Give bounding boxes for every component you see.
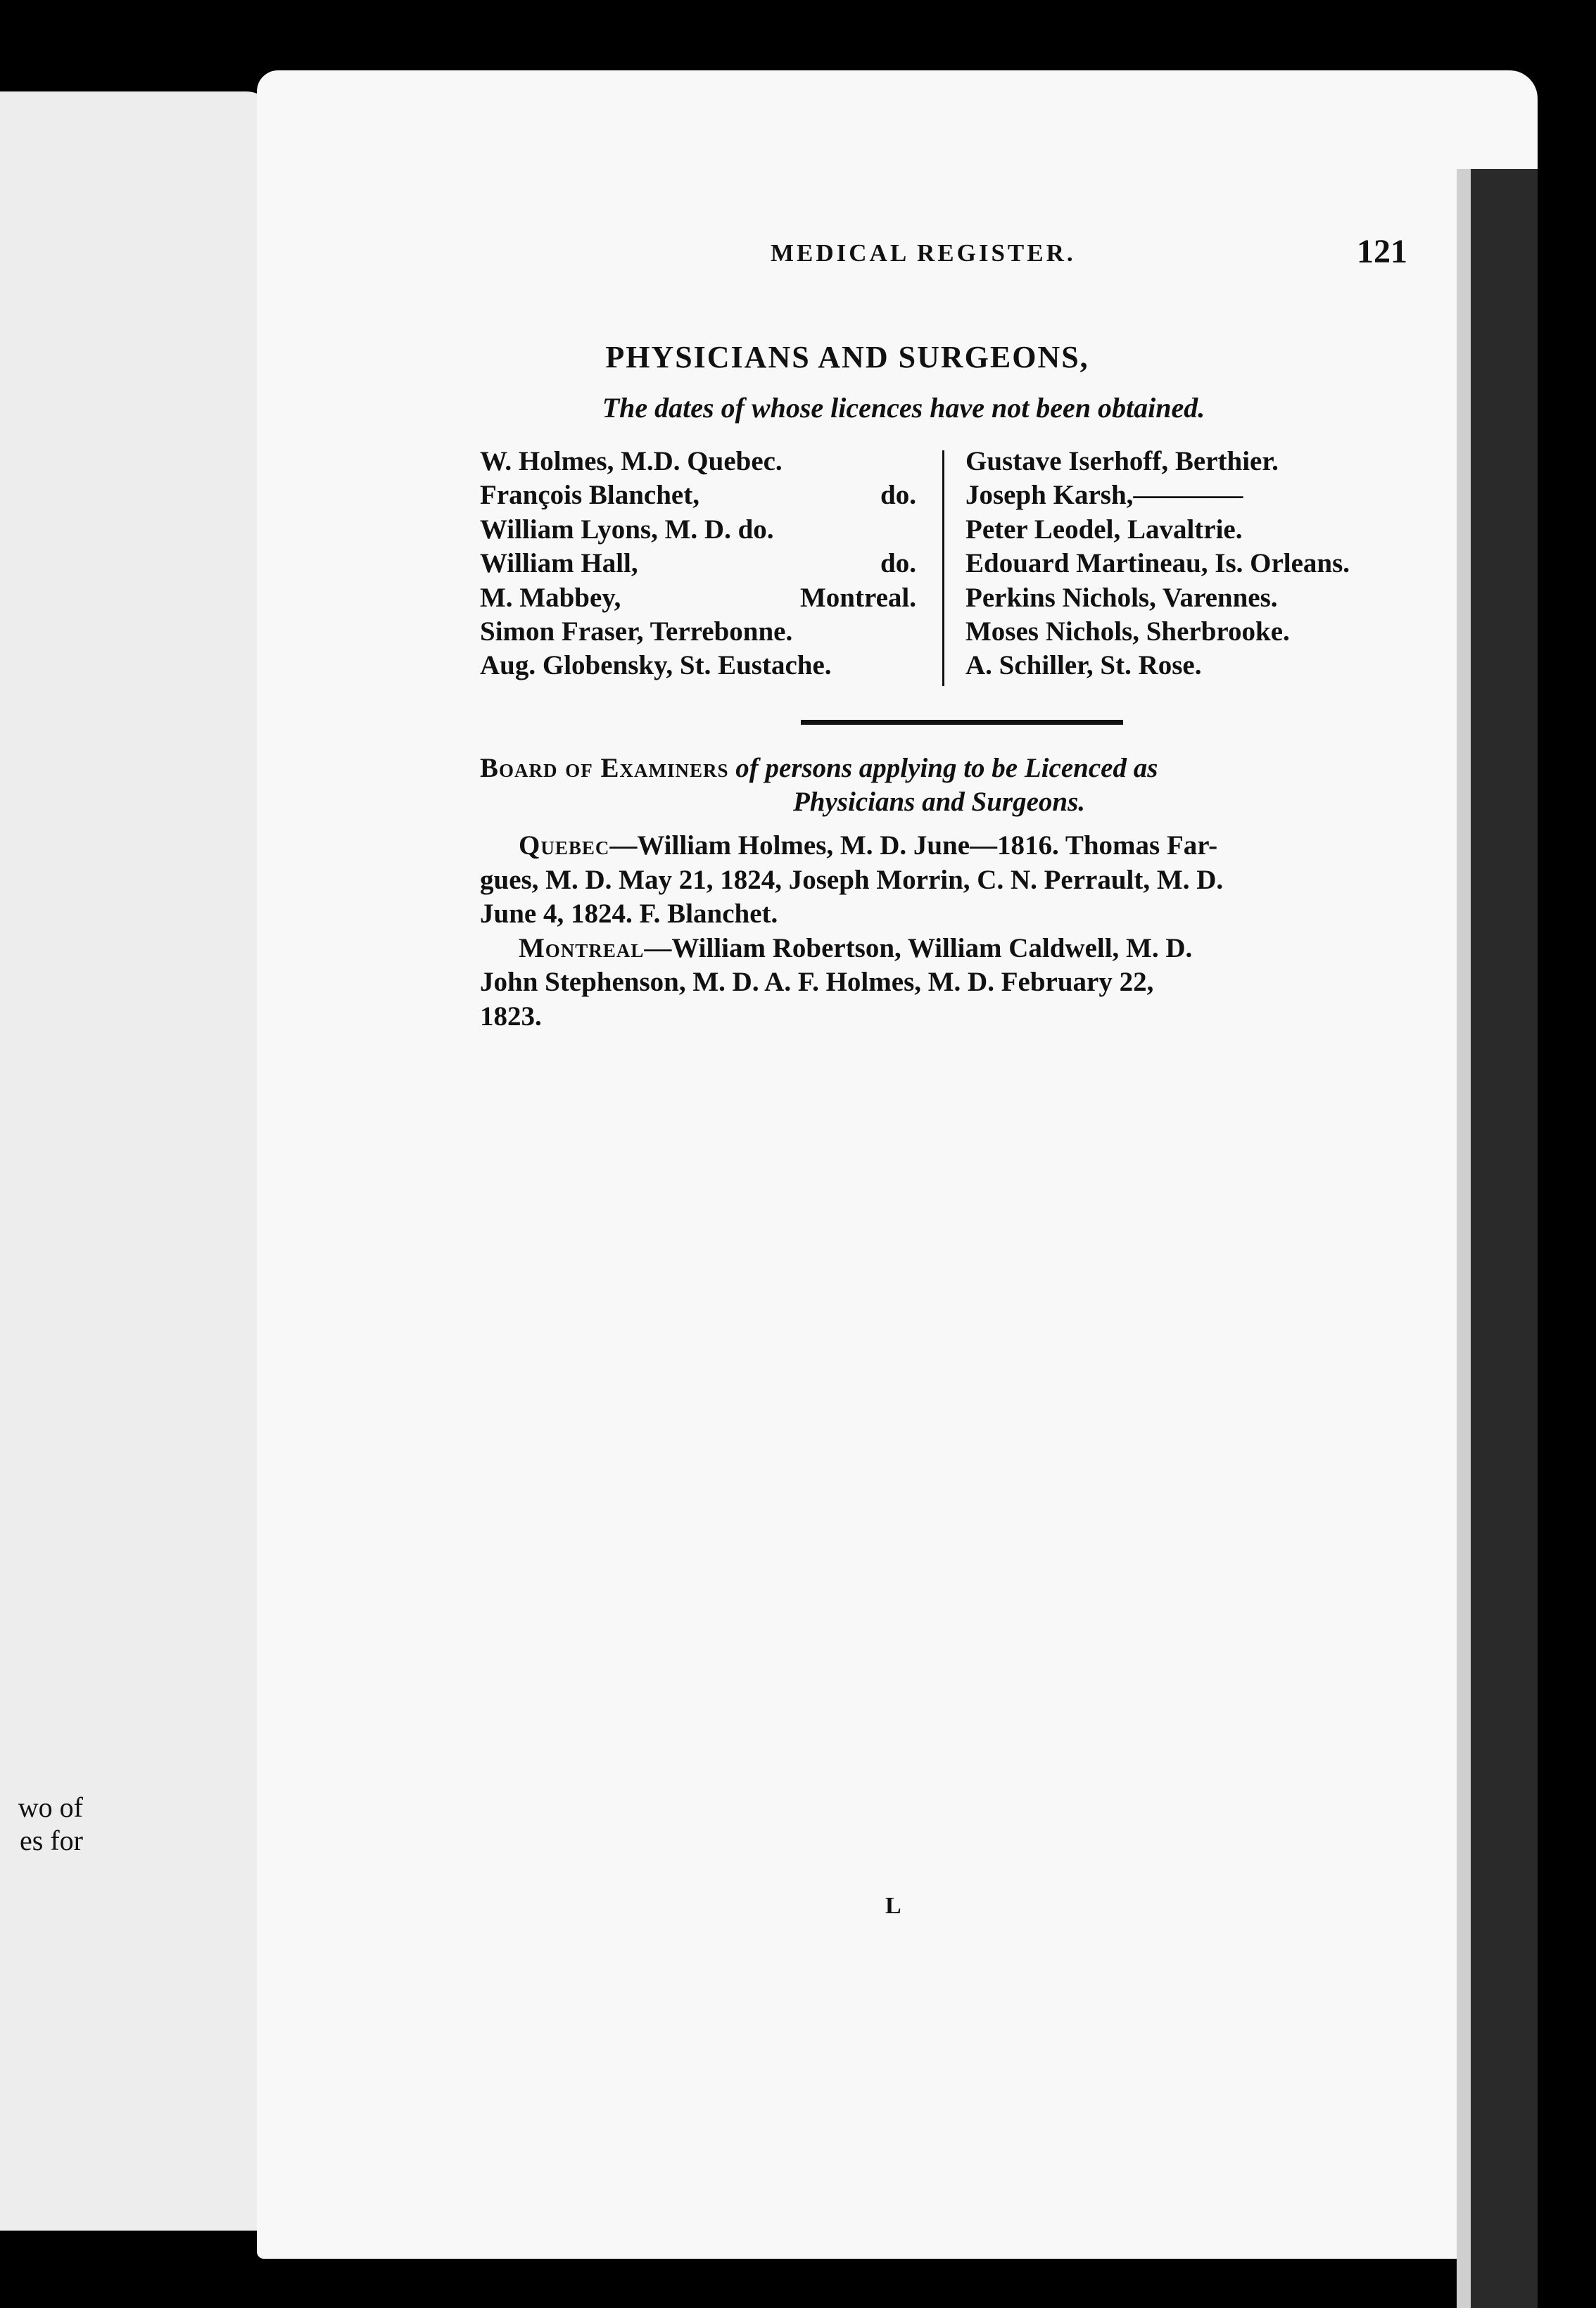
physician-place: [1290, 615, 1430, 649]
physician-name: William Hall,: [480, 548, 638, 579]
montreal-text: 1823.: [480, 1001, 542, 1032]
signature-mark: L: [885, 1893, 901, 1919]
physician-entry: [480, 547, 916, 581]
quebec-label: Quebec: [519, 830, 610, 861]
montreal-text: John Stephenson, M. D. A. F. Holmes, M. D. February 22,: [480, 967, 1154, 997]
board-heading-caps: Board of Examiners: [480, 753, 729, 783]
quebec-line: [480, 829, 1419, 863]
physician-name: A. Schiller, St. Rose.: [965, 650, 1202, 681]
physician-entry: [965, 649, 1430, 683]
physician-entry: [480, 513, 916, 547]
physician-entry: [480, 581, 916, 615]
page-edge: [1457, 169, 1538, 2308]
physician-name: Simon Fraser, Terrebonne.: [480, 616, 793, 647]
physician-place: [774, 513, 916, 547]
montreal-text: —William Robertson, William Caldwell, M. D.: [644, 932, 1193, 963]
section-rule: [801, 720, 1123, 725]
board-heading-rest: of persons applying to be Licenced as: [728, 753, 1158, 783]
section-title: PHYSICIANS AND SURGEONS,: [605, 340, 1089, 374]
physician-name: M. Mabbey,: [480, 582, 621, 613]
physician-name: Perkins Nichols, Varennes.: [965, 582, 1278, 613]
physician-place: [832, 649, 916, 683]
physicians-right-column: [965, 445, 1430, 683]
physician-name: Gustave Iserhoff, Berthier.: [965, 446, 1279, 476]
physician-entry: [965, 547, 1430, 581]
physician-place: [1278, 581, 1430, 615]
montreal-label: Montreal: [519, 932, 645, 963]
quebec-line: [480, 863, 1419, 898]
physician-name: Peter Leodel, Lavaltrie.: [965, 514, 1243, 545]
page-number: 121: [1357, 233, 1407, 270]
physician-place: Montreal.: [800, 582, 916, 613]
montreal-line: [480, 932, 1419, 966]
physician-entry: [965, 615, 1430, 649]
physician-name: Joseph Karsh,————: [965, 480, 1243, 511]
quebec-text: gues, M. D. May 21, 1824, Joseph Morrin, C. N. Perrault, M. D.: [480, 864, 1224, 895]
left-footer-line: wo of: [18, 1792, 83, 1823]
montreal-line: [480, 965, 1419, 1000]
physician-name: W. Holmes, M.D. Quebec.: [480, 446, 783, 476]
physician-place: [1201, 649, 1430, 683]
physician-place: do.: [880, 480, 916, 511]
board-heading-line2: Physicians and Surgeons.: [792, 787, 1086, 817]
left-page-footer-text: [0, 1791, 83, 1857]
left-footer-line: es for: [20, 1825, 83, 1856]
physician-entry: [965, 478, 1430, 512]
physician-place: [1243, 513, 1431, 547]
physician-place: [1279, 445, 1430, 478]
physician-name: Moses Nichols, Sherbrooke.: [965, 616, 1290, 647]
board-heading: [480, 752, 1419, 819]
quebec-line: [480, 897, 1419, 932]
physician-place: [792, 615, 916, 649]
physician-entry: [965, 445, 1430, 478]
physician-name: Aug. Globensky, St. Eustache.: [480, 650, 832, 681]
quebec-text: —William Holmes, M. D. June—1816. Thomas Far-: [609, 830, 1218, 861]
section-subtitle: The dates of whose licences have not been obtained.: [602, 392, 1205, 424]
board-body: [480, 829, 1419, 1034]
physician-place: [783, 445, 916, 478]
physician-place: do.: [880, 548, 916, 579]
physician-name: Edouard Martineau, Is. Orleans.: [965, 548, 1350, 579]
physician-name: François Blanchet,: [480, 480, 699, 511]
running-head: MEDICAL REGISTER.: [771, 239, 1076, 267]
physician-place: [1243, 478, 1430, 512]
column-divider: [942, 450, 944, 686]
physician-entry: [965, 581, 1430, 615]
physician-name: William Lyons, M. D. do.: [480, 514, 774, 545]
physician-entry: [480, 445, 916, 478]
physician-entry: [480, 649, 916, 683]
montreal-line: [480, 1000, 1419, 1034]
physician-entry: [965, 513, 1430, 547]
physician-place: [1350, 547, 1430, 581]
physicians-left-column: [480, 445, 916, 683]
quebec-text: June 4, 1824. F. Blanchet.: [480, 899, 778, 929]
physician-entry: [480, 478, 916, 512]
physician-entry: [480, 615, 916, 649]
